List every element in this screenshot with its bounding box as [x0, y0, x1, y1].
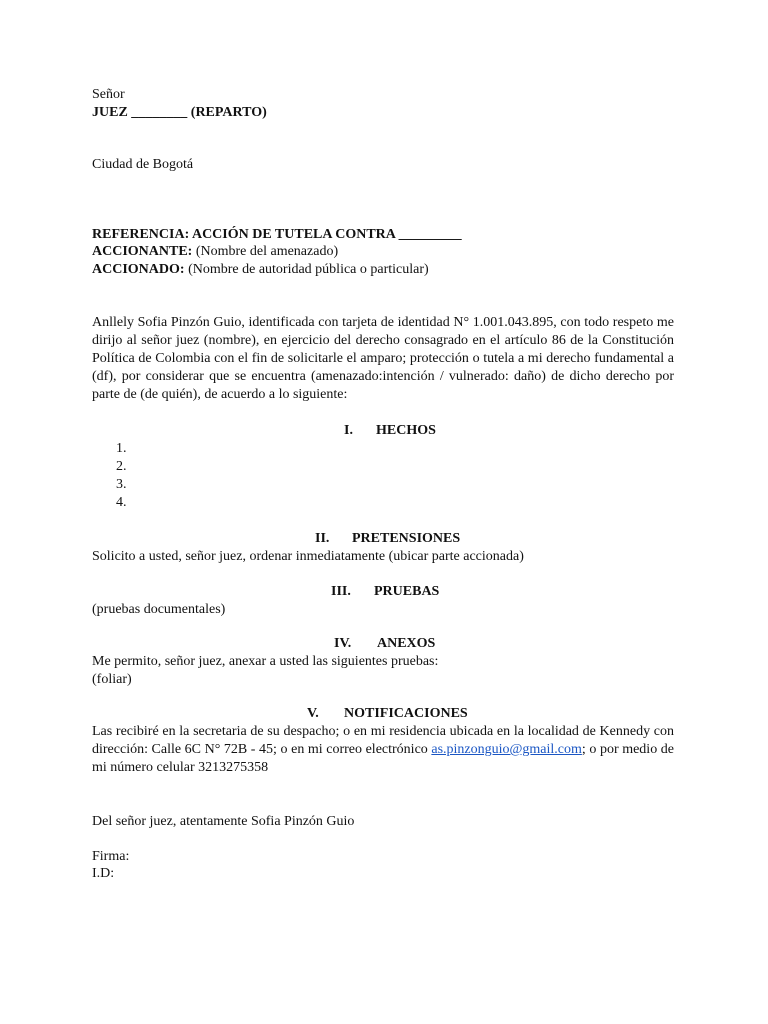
document-page: [92, 86, 674, 883]
email-link[interactable]: as.pinzonguio@gmail.com: [431, 742, 582, 757]
section-title: PRETENSIONES: [352, 531, 461, 546]
list-item: 4.: [116, 495, 127, 510]
section-number: IV.: [334, 636, 352, 651]
salutation: Señor: [92, 87, 125, 102]
judge-line: JUEZ ________ (REPARTO): [92, 104, 267, 120]
accionante-value: (Nombre del amenazado): [192, 244, 339, 259]
list-item: 2.: [116, 459, 127, 474]
anexos-text: Me permito, señor juez, anexar a usted las siguientes pruebas:: [92, 654, 439, 669]
farewell-line: Del señor juez, atentamente Sofia Pinzón Guio: [92, 814, 355, 829]
accionante-label: ACCIONANTE:: [92, 244, 193, 259]
accionante-line: [92, 243, 674, 261]
anexos-foliar: (foliar): [92, 671, 132, 687]
section-pretensiones-heading: [92, 530, 674, 548]
id-label: I.D:: [92, 866, 115, 881]
section-anexos-heading: [92, 635, 674, 653]
intro-paragraph: Anllely Sofia Pinzón Guio, identificada con tarjeta de identidad N° 1.001.043.895, con todo respeto me dirijo al señor juez (nombre), en ejercicio del derecho consagrado en el artículo 86 de la Constitución Política de Colombia con el fin de solicitarle el amparo; protección o tutela a mi derecho fundamental a (df), por considerar que se encuentra (amenazado:intención / vulnerado: daño) de dicho derecho por parte de (de quién), de acuerdo a lo siguiente:: [92, 315, 674, 402]
section-title: ANEXOS: [377, 636, 436, 651]
firma-label: Firma:: [92, 848, 130, 864]
accionado-label: ACCIONADO:: [92, 261, 185, 277]
list-item: 1.: [116, 441, 127, 456]
section-title: PRUEBAS: [374, 583, 440, 599]
section-number: II.: [315, 531, 330, 546]
list-item: 3.: [116, 477, 127, 492]
section-title: NOTIFICACIONES: [344, 706, 468, 721]
section-number: I.: [344, 423, 353, 438]
section-title: HECHOS: [376, 423, 436, 438]
section-pruebas-heading: [92, 583, 674, 601]
section-notificaciones-heading: [92, 705, 674, 723]
accionado-value: (Nombre de autoridad pública o particular): [184, 261, 429, 277]
notificaciones-text-before: Las recibiré en la secretaria de su despacho; o en mi residencia ubicada en la localidad de Kennedy con dirección: Calle 6C N° 72B - 45; o en mi correo electrónico: [92, 724, 674, 757]
notificaciones-paragraph: [92, 723, 674, 777]
section-number: V.: [307, 706, 319, 721]
pretensiones-text: Solicito a usted, señor juez, ordenar inmediatamente (ubicar parte accionada): [92, 549, 524, 564]
hechos-list: [92, 440, 674, 512]
referencia-line: REFERENCIA: ACCIÓN DE TUTELA CONTRA _________: [92, 226, 462, 242]
notificaciones-text-after: ; o por medio de mi número celular 3213275358: [92, 742, 674, 775]
pruebas-text: (pruebas documentales): [92, 601, 226, 617]
city: Ciudad de Bogotá: [92, 157, 194, 172]
section-number: III.: [331, 583, 351, 599]
section-hechos-heading: [92, 422, 674, 440]
accionado-line: [92, 261, 674, 279]
